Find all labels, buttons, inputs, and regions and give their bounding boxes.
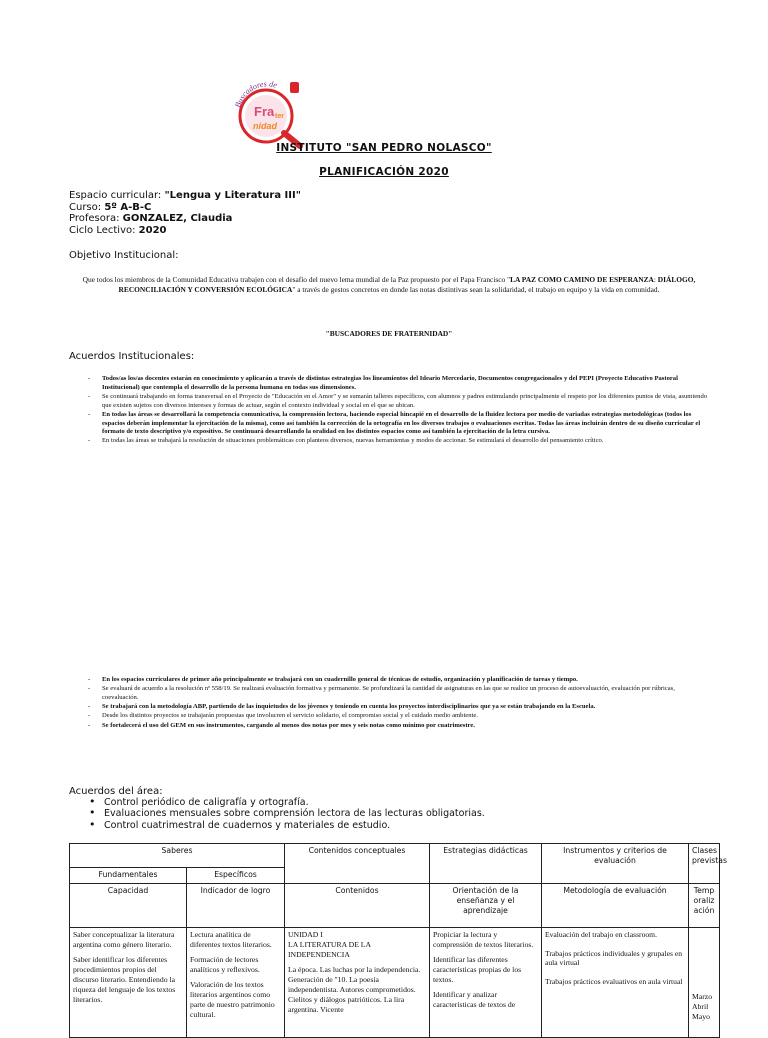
cell-paragraph: Identificar las diferentes características propias de los textos. [433,955,522,984]
header-contenidos: Contenidos [285,884,430,928]
curso-label: Curso: [69,201,105,213]
objetivo-bold-2: DIÁLOGO, RECONCILIACIÓN Y CONVERSIÓN ECOLÓGICA [118,275,696,294]
logo-text-ter: ter [275,113,284,120]
cell-paragraph: Trabajos prácticos individuales y grupales en aula virtual [545,949,683,967]
list-item: • Control periódico de caligrafía y ortografía. [89,797,485,808]
month-label: Abril [692,1002,709,1011]
cell-paragraph: Formación de lectores analíticos y reflexivos. [190,955,260,974]
header-temporalizacion: Temporalización [689,884,720,928]
list-item: • Evaluaciones mensuales sobre comprensión lectora de las lecturas obligatorias. [89,808,485,819]
planning-table [69,843,728,1038]
logo-arc-text: Buscadores de [233,79,279,109]
institution-logo [228,78,306,150]
lema-text: "BUSCADORES DE FRATERNIDAD" [325,329,453,338]
objetivo-text-2: : [653,275,658,284]
header-orientacion: Orientación de la enseñanza y el aprendizaje [430,884,542,928]
list-item: - Desde los distintos proyectos se trabajarán propuestas que involucren el servicio solidario, el compromiso social y el cuidado medio ambiente. [86,712,708,721]
list-item: - En todas las áreas se trabajará la resolución de situaciones problemáticas con planteos diversos, nuevas herramientas y modos de accionar. Se estimulará el desarrollo del pensamiento crítico. [86,437,708,446]
planning-title: PLANIFICACIÓN 2020 [319,166,449,178]
header-capacidad: Capacidad [70,884,187,928]
cell-contenidos [285,928,430,1038]
list-item: - Se evaluará de acuerdo a la resolución nº 558/19. Se realizará evaluación formativa y permanente. Se profundizará la cantidad de asignaturas en las que se realice un proceso de autoevaluación, evaluación por rúbricas, coevaluación. [86,685,708,702]
objetivo-text-1: Que todos los miembros de la Comunidad Educativa trabajen con el desafío del nuevo lema mundial de la Paz propuesto por el Papa Francisco " [82,275,511,284]
header-instrumentos: Instrumentos y criterios de evaluación [542,844,689,884]
list-item: - Se continuará trabajando en forma transversal en el Proyecto de "Educación en el Amor" y se sumarán talleres específicos, con alumnos y padres estimulando principalmente el respeto por los diferentes puntos de vista, asumiendo que existen sujetos con diversos intereses y formas de actuar, según el contexto individual y social en el que se ubican. [86,393,708,410]
espacio-label: Espacio curricular: [69,190,165,201]
acuerdos-area-list [89,797,485,831]
profesora-value: GONZALEZ, Claudia [122,213,233,225]
acuerdos-area-label: Acuerdos del área: [69,786,163,797]
table-row [70,928,720,1038]
cell-paragraph: Saber identificar los diferentes procedimientos propios del discurso literario. Entendiendo la riqueza del lenguaje de los textos literarios. [73,955,176,1004]
list-item: - Se trabajará con la metodología ABP, partiendo de las inquietudes de los jóvenes y teniendo en cuenta los proyectos interdisciplinarios que ya se están trabajando en la Escuela. [86,703,708,712]
month-label: Marzo [692,992,713,1001]
espacio-curricular-row [69,190,301,202]
cell-orientacion [430,928,542,1038]
curso-value: 5º A-B-C [104,201,152,213]
cell-capacidad [70,928,187,1038]
acuerdos-list-1 [86,375,708,447]
profesora-row [69,213,301,225]
month-label: Mayo [692,1012,710,1021]
acuerdos-list-2 [86,676,708,731]
list-item: - En los espacios curriculares de primer año principalmente se trabajará con un cuadernillo general de técnicas de estudio, organización y planificación de tareas y tiempo. [86,676,708,685]
header-especificos: Específicos [187,868,285,884]
objetivo-bold-1: LA PAZ COMO CAMINO DE ESPERANZA [510,275,654,284]
objetivo-text-3: " a través de gestos concretos en donde las notas distintivas sean la solidaridad, el trabajo en equipo y la vida en comunidad. [292,284,660,294]
cell-paragraph: La época. Las luchas por la independencia. [288,965,421,974]
header-metodologia: Metodología de evaluación [542,884,689,928]
header-saberes: Saberes [70,844,285,868]
acuerdos-institucionales-label: Acuerdos Institucionales: [69,351,195,362]
cell-paragraph: Identificar y analizar características de textos de [433,990,516,1009]
cell-paragraph: Generación de "10. La poesía independentista. Autores comprometidos. Cielitos y diálogos patrióticos. La lira argentina. Vicente [288,975,416,1014]
cell-metodologia [542,928,689,1038]
header-contenidos-conceptuales: Contenidos conceptuales [285,844,430,884]
header-indicador: Indicador de logro [187,884,285,928]
cell-paragraph: Saber conceptualizar la literatura argentina como género literario. [73,930,175,949]
cell-paragraph: Evaluación del trabajo en classroom. [545,930,657,939]
course-info [69,190,301,236]
profesora-label: Profesora: [69,213,123,225]
cell-paragraph: Propiciar la lectura y comprensión de textos literarios. [433,930,534,949]
cell-paragraph: Valoración de los textos literarios argentinos como parte de nuestro patrimonio cultural. [190,980,275,1019]
cell-paragraph: Trabajos prácticos evaluativos en aula virtual [545,977,683,986]
list-item: • Control cuatrimestral de cuadernos y materiales de estudio. [89,820,485,831]
header-clases: Clases previstas [689,844,720,884]
cell-indicador [187,928,285,1038]
institute-title: INSTITUTO "SAN PEDRO NOLASCO" [276,142,492,154]
ciclo-row [69,225,301,237]
list-item: - Todos/as los/as docentes estarán en conocimiento y aplicarán a través de distintas estrategias los lineamientos del Ideario Mercedario, Documentos congregacionales y del PEPI (Proyecto Educativo Pastoral Institucional) que contempla el desarrollo de la persona humana en todas sus dimensiones. [86,375,708,392]
objetivo-label: Objetivo Institucional: [69,250,179,261]
cell-temporalizacion [689,928,720,1038]
logo-text-fra: Fra [254,104,275,119]
cell-paragraph: Lectura analítica de diferentes textos literarios. [190,930,272,949]
logo-text-nidad: nidad [253,121,277,131]
ciclo-value: 2020 [138,224,167,236]
list-item: - En todas las áreas se desarrollará la competencia comunicativa, la comprensión lectora, haciendo especial hincapié en el desarrollo de la fluidez lectora por medio de variadas estrategias metodológicas (todos los espacios deberán implementar la ejercitación de la misma), como así también la corrección de la ortografía en los diversos trabajos o evaluaciones escritas. Todas las áreas incluirán dentro de su diseño curricular el formato de texto descriptivo y/o expositivo. Se continuará desarrollando la oralidad en los distintos espacios como así también la ejercitación de la letra cursiva. [86,411,708,437]
objetivo-paragraph [72,275,706,294]
espacio-value: "Lengua y Literatura III" [164,190,301,201]
header-fundamentales: Fundamentales [70,868,187,884]
cell-paragraph: LA LITERATURA DE LA INDEPENDENCIA [288,940,371,959]
cell-paragraph: UNIDAD I [288,930,323,939]
list-item: - Se fortalecerá el uso del GEM en sus instrumentos, cargando al menos dos notas por mes y seis notas como mínimo por cuatrimestre. [86,722,708,731]
ciclo-label: Ciclo Lectivo: [69,224,139,236]
header-estrategias: Estrategias didácticas [430,844,542,884]
curso-row [69,202,301,214]
